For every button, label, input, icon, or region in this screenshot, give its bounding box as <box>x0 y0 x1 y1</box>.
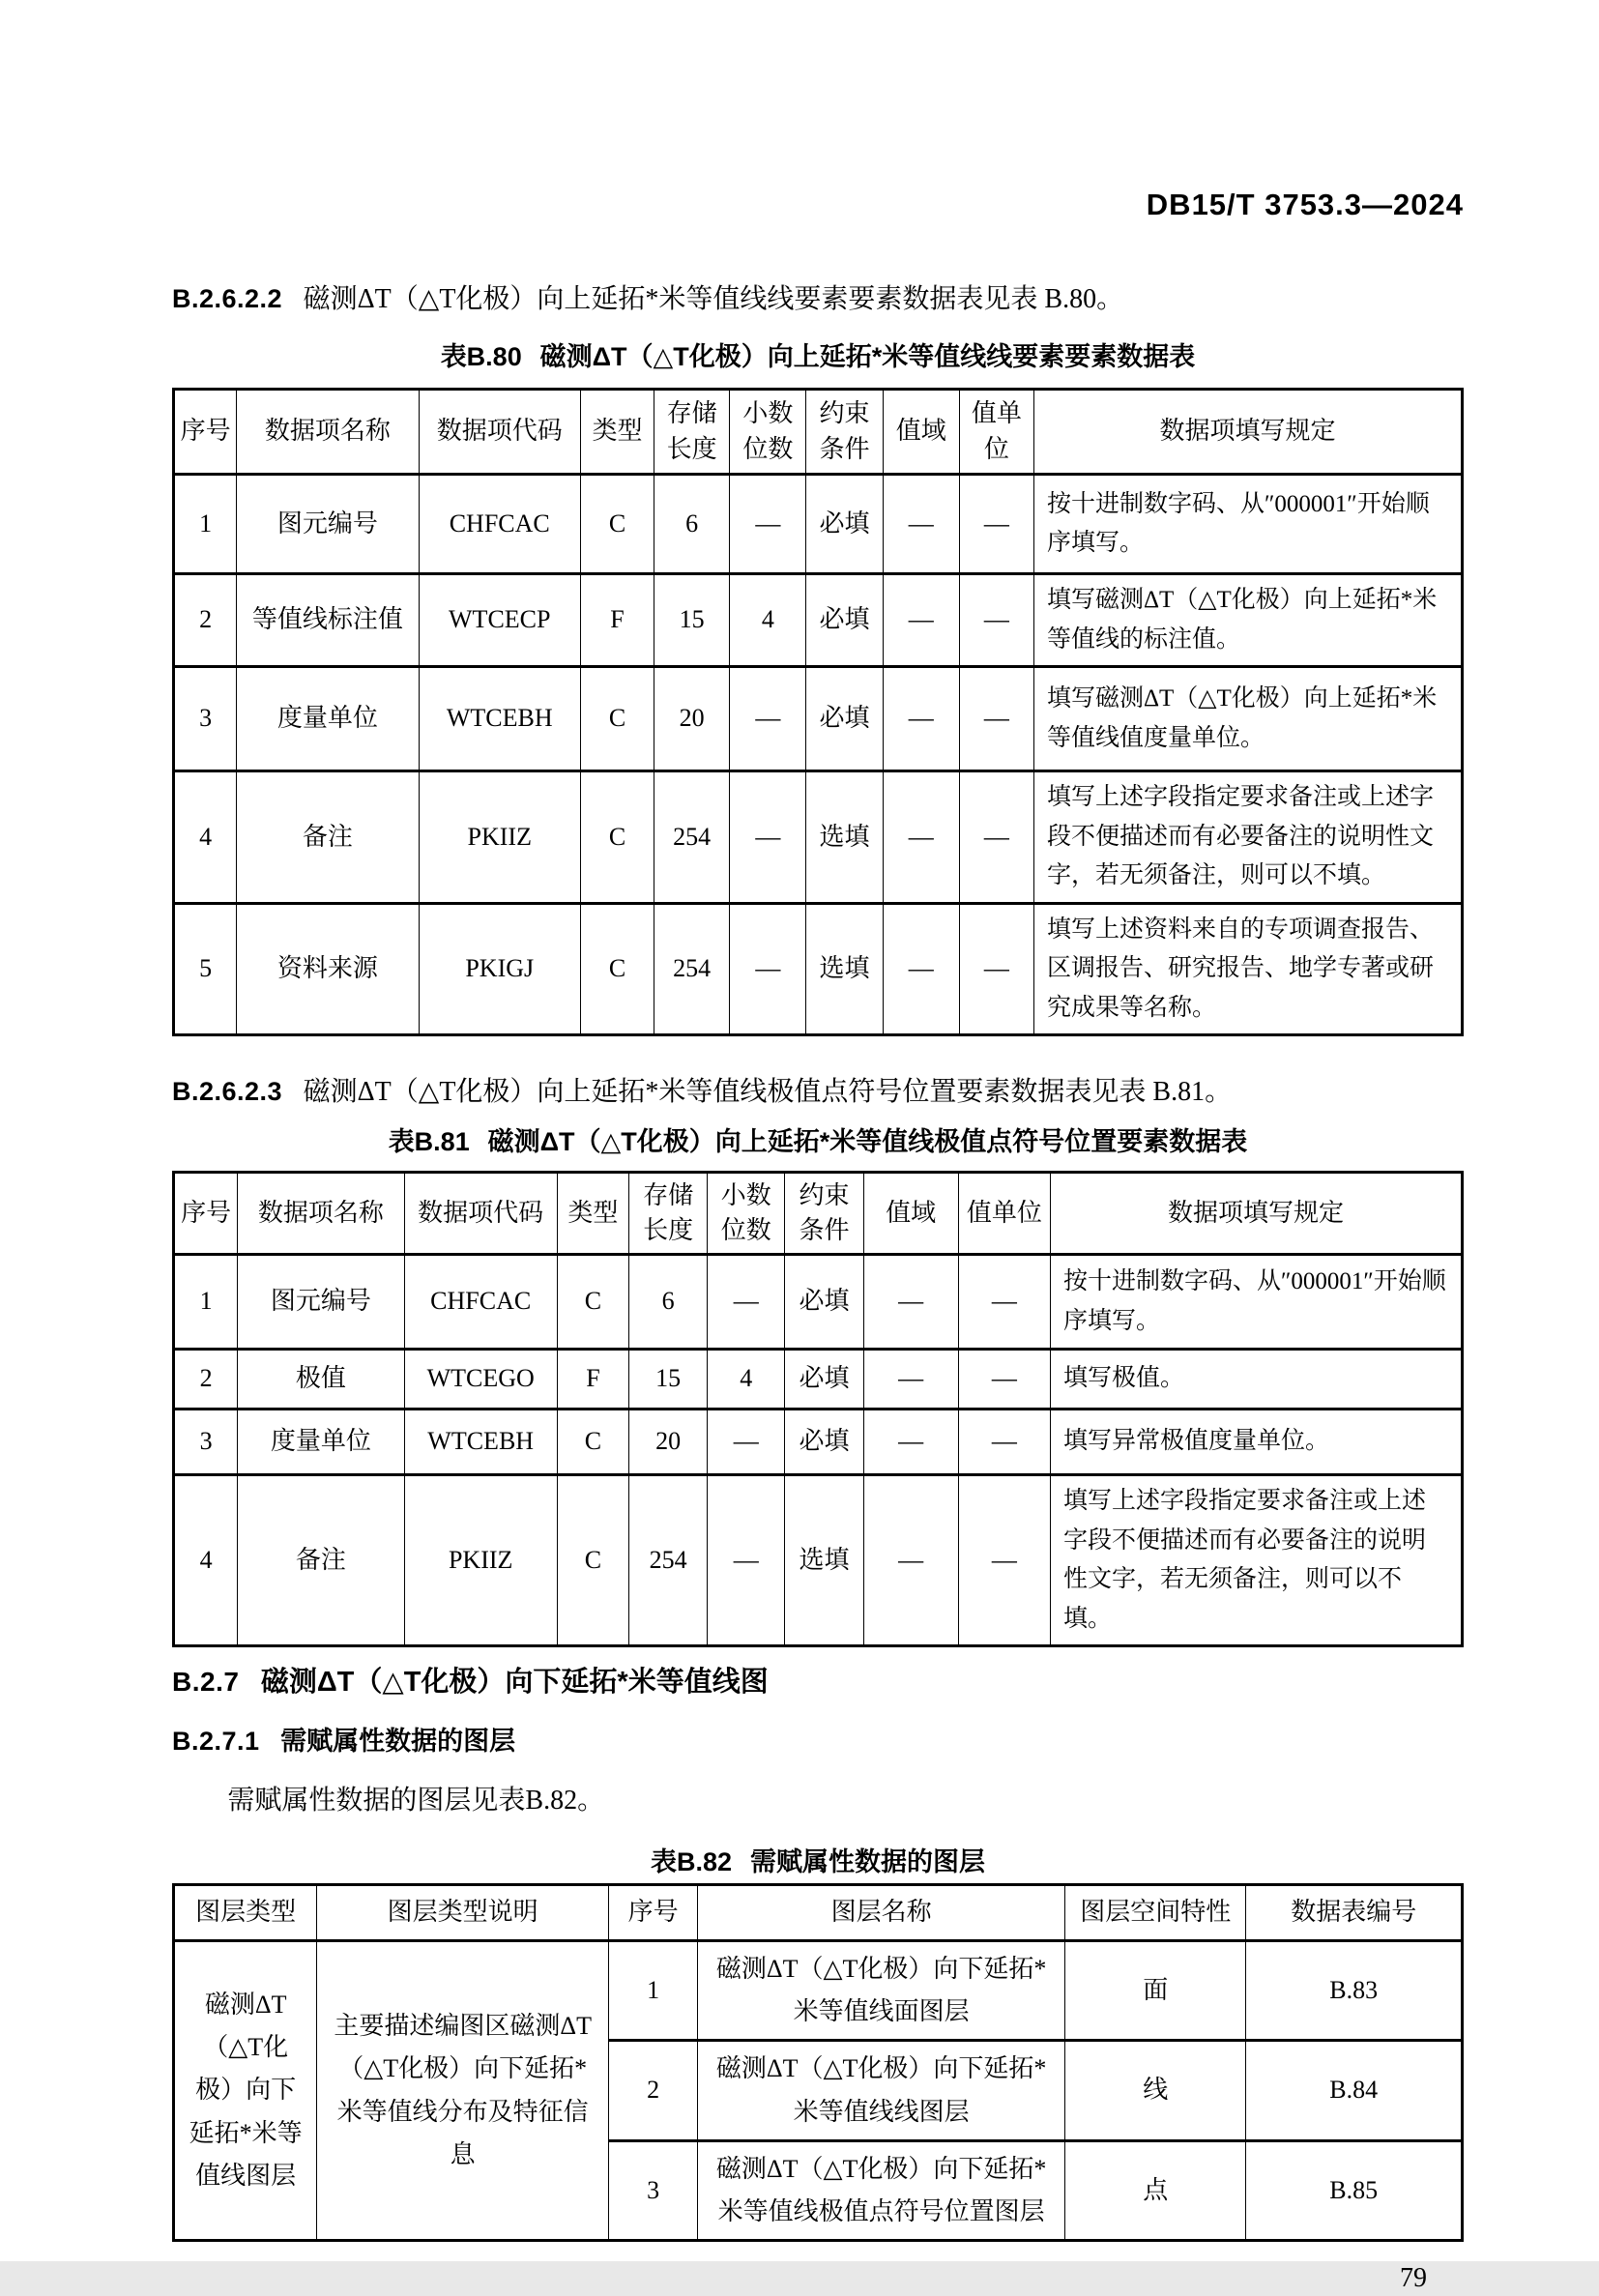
table-cell: 3 <box>174 1410 238 1475</box>
table-caption-label: 表B.80 <box>440 342 522 371</box>
table-cell: — <box>708 1410 785 1475</box>
table-cell: — <box>958 1410 1050 1475</box>
table-cell: — <box>959 771 1033 904</box>
column-header: 图层空间特性 <box>1065 1885 1246 1941</box>
column-header: 数据项填写规定 <box>1050 1173 1462 1255</box>
table-cell: 度量单位 <box>238 1410 404 1475</box>
table-cell: — <box>730 475 806 574</box>
column-header: 值域 <box>863 1173 958 1255</box>
table-cell: 选填 <box>785 1475 863 1646</box>
table-cell: 1 <box>174 1255 238 1350</box>
table-cell: 1 <box>174 475 237 574</box>
table-cell: 254 <box>654 771 730 904</box>
table-cell: PKIGJ <box>419 903 580 1035</box>
table-cell: 1 <box>609 1941 698 2041</box>
table-cell: C <box>580 667 654 771</box>
table-cell: 必填 <box>785 1410 863 1475</box>
column-header: 约束条件 <box>806 390 883 475</box>
table-cell: 必填 <box>806 574 883 667</box>
table-cell: — <box>958 1350 1050 1410</box>
table-cell: — <box>959 667 1033 771</box>
table-cell: 极值 <box>238 1350 404 1410</box>
table-cell-rule: 填写磁测ΔT（△T化极）向上延拓*米等值线值度量单位。 <box>1033 667 1462 771</box>
clause-title: 磁测ΔT（△T化极）向下延拓*米等值线图 <box>260 1667 769 1698</box>
table-cell: 磁测ΔT（△T化极）向下延拓*米等值线线图层 <box>698 2041 1065 2140</box>
table-row <box>174 1475 1463 1646</box>
table-cell: 点 <box>1065 2140 1246 2240</box>
column-header: 数据项代码 <box>404 1173 557 1255</box>
table-cell: — <box>863 1410 958 1475</box>
table-cell: 2 <box>174 574 237 667</box>
table-row <box>174 475 1463 574</box>
table-cell: 5 <box>174 903 237 1035</box>
table-cell: 2 <box>609 2041 698 2140</box>
table-cell-rule: 填写上述字段指定要求备注或上述字段不便描述而有必要备注的说明性文字，若无须备注，则可以不填。 <box>1050 1475 1462 1646</box>
table-cell: 选填 <box>806 903 883 1035</box>
table-cell: 2 <box>174 1350 238 1410</box>
table-cell: B.85 <box>1246 2140 1463 2240</box>
table-b82 <box>172 1883 1464 2242</box>
table-b81-caption <box>172 1124 1464 1159</box>
table-cell: 等值线标注值 <box>237 574 419 667</box>
clause-text: 磁测ΔT（△T化极）向上延拓*米等值线线要素要素数据表见表 B.80。 <box>303 284 1124 314</box>
clause-number: B.2.7.1 <box>172 1727 260 1756</box>
table-cell: 备注 <box>238 1475 404 1646</box>
table-cell: F <box>580 574 654 667</box>
column-header: 存储长度 <box>654 390 730 475</box>
clause-number: B.2.6.2.2 <box>172 284 283 313</box>
table-cell: — <box>863 1255 958 1350</box>
layer-desc-cell: 主要描述编图区磁测ΔT（△T化极）向下延拓*米等值线分布及特征信息 <box>317 1941 609 2241</box>
table-b81 <box>172 1171 1464 1647</box>
table-cell: C <box>557 1475 628 1646</box>
doc-code: DB15/T 3753.3—2024 <box>1146 188 1464 221</box>
table-cell: 3 <box>174 667 237 771</box>
table-header-row <box>174 1885 1463 1941</box>
table-cell: 资料来源 <box>237 903 419 1035</box>
table-cell: — <box>708 1255 785 1350</box>
table-cell: F <box>557 1350 628 1410</box>
clause-number: B.2.6.2.3 <box>172 1077 283 1106</box>
column-header: 图层类型说明 <box>317 1885 609 1941</box>
table-cell: B.84 <box>1246 2041 1463 2140</box>
table-cell: 图元编号 <box>238 1255 404 1350</box>
table-cell: C <box>557 1410 628 1475</box>
table-cell: — <box>730 667 806 771</box>
table-row <box>174 667 1463 771</box>
table-cell: C <box>580 771 654 904</box>
column-header: 类型 <box>580 390 654 475</box>
table-caption-title: 需赋属性数据的图层 <box>749 1847 985 1876</box>
table-cell: C <box>580 475 654 574</box>
table-cell: 6 <box>629 1255 708 1350</box>
table-cell: C <box>557 1255 628 1350</box>
table-caption-title: 磁测ΔT（△T化极）向上延拓*米等值线线要素要素数据表 <box>539 342 1196 371</box>
clause-b271-heading <box>172 1723 1464 1759</box>
table-cell-rule: 按十进制数字码、从″000001″开始顺序填写。 <box>1033 475 1462 574</box>
column-header: 数据项填写规定 <box>1033 390 1462 475</box>
page-number: 79 <box>1400 2263 1427 2294</box>
table-cell: 必填 <box>806 667 883 771</box>
table-b82-caption <box>172 1845 1464 1879</box>
table-cell: 线 <box>1065 2041 1246 2140</box>
table-cell: 20 <box>629 1410 708 1475</box>
table-cell: 必填 <box>785 1350 863 1410</box>
table-row <box>174 771 1463 904</box>
table-row <box>174 574 1463 667</box>
column-header: 值单位 <box>958 1173 1050 1255</box>
table-cell-rule: 填写上述资料来自的专项调查报告、区调报告、研究报告、地学专著或研究成果等名称。 <box>1033 903 1462 1035</box>
layer-type-cell: 磁测ΔT（△T化极）向下延拓*米等值线图层 <box>174 1941 317 2241</box>
column-header: 值域 <box>883 390 959 475</box>
table-cell: 3 <box>609 2140 698 2240</box>
table-cell: 磁测ΔT（△T化极）向下延拓*米等值线极值点符号位置图层 <box>698 2140 1065 2240</box>
table-cell: — <box>863 1350 958 1410</box>
clause-title: 需赋属性数据的图层 <box>280 1727 516 1756</box>
paragraph: 需赋属性数据的图层见表B.82。 <box>227 1786 605 1816</box>
table-cell: — <box>958 1255 1050 1350</box>
table-cell: 4 <box>174 1475 238 1646</box>
table-cell: — <box>959 475 1033 574</box>
table-cell: 6 <box>654 475 730 574</box>
table-header-row <box>174 390 1463 475</box>
table-cell: 4 <box>730 574 806 667</box>
table-cell: 必填 <box>806 475 883 574</box>
table-cell: PKIIZ <box>419 771 580 904</box>
table-caption-label: 表B.81 <box>388 1127 470 1156</box>
table-b80 <box>172 388 1464 1036</box>
table-caption-label: 表B.82 <box>651 1847 733 1876</box>
column-header: 数据项名称 <box>238 1173 404 1255</box>
table-cell: 20 <box>654 667 730 771</box>
table-caption-title: 磁测ΔT（△T化极）向上延拓*米等值线极值点符号位置要素数据表 <box>487 1127 1248 1156</box>
column-header: 数据项代码 <box>419 390 580 475</box>
table-row <box>174 1255 1463 1350</box>
table-cell: — <box>959 574 1033 667</box>
column-header: 序号 <box>174 390 237 475</box>
table-cell: PKIIZ <box>404 1475 557 1646</box>
table-cell: — <box>883 903 959 1035</box>
table-cell: — <box>730 903 806 1035</box>
table-row <box>174 1410 1463 1475</box>
table-cell: 度量单位 <box>237 667 419 771</box>
table-cell: — <box>883 475 959 574</box>
table-cell: 4 <box>708 1350 785 1410</box>
table-cell: CHFCAC <box>404 1255 557 1350</box>
table-cell: 图元编号 <box>237 475 419 574</box>
table-header-row <box>174 1173 1463 1255</box>
table-cell: 4 <box>174 771 237 904</box>
table-cell: — <box>708 1475 785 1646</box>
table-cell: WTCEBH <box>419 667 580 771</box>
table-cell: WTCEGO <box>404 1350 557 1410</box>
table-cell: C <box>580 903 654 1035</box>
clause-number: B.2.7 <box>172 1667 240 1697</box>
table-cell-rule: 填写上述字段指定要求备注或上述字段不便描述而有必要备注的说明性文字，若无须备注，则可以不填。 <box>1033 771 1462 904</box>
clause-b27-heading <box>172 1663 1464 1701</box>
table-cell: 必填 <box>785 1255 863 1350</box>
table-cell-rule: 填写磁测ΔT（△T化极）向上延拓*米等值线的标注值。 <box>1033 574 1462 667</box>
table-row <box>174 903 1463 1035</box>
column-header: 图层类型 <box>174 1885 317 1941</box>
table-cell: — <box>959 903 1033 1035</box>
clause-b2622 <box>172 280 1464 318</box>
column-header: 约束条件 <box>785 1173 863 1255</box>
table-cell-rule: 按十进制数字码、从″000001″开始顺序填写。 <box>1050 1255 1462 1350</box>
table-cell: — <box>958 1475 1050 1646</box>
column-header: 小数位数 <box>708 1173 785 1255</box>
table-b80-caption <box>172 339 1464 374</box>
table-cell-rule: 填写异常极值度量单位。 <box>1050 1410 1462 1475</box>
table-cell: — <box>883 771 959 904</box>
column-header: 图层名称 <box>698 1885 1065 1941</box>
table-row <box>174 1941 1463 2041</box>
table-cell: 254 <box>654 903 730 1035</box>
column-header: 数据表编号 <box>1246 1885 1463 1941</box>
table-cell: WTCECP <box>419 574 580 667</box>
clause-b2623 <box>172 1073 1464 1111</box>
table-cell: WTCEBH <box>404 1410 557 1475</box>
table-cell: 备注 <box>237 771 419 904</box>
column-header: 序号 <box>609 1885 698 1941</box>
table-cell: — <box>883 667 959 771</box>
table-cell-rule: 填写极值。 <box>1050 1350 1462 1410</box>
table-cell: — <box>730 771 806 904</box>
column-header: 存储长度 <box>629 1173 708 1255</box>
table-cell: B.83 <box>1246 1941 1463 2041</box>
column-header: 序号 <box>174 1173 238 1255</box>
column-header: 数据项名称 <box>237 390 419 475</box>
table-cell: 254 <box>629 1475 708 1646</box>
table-cell: 15 <box>629 1350 708 1410</box>
table-cell: 15 <box>654 574 730 667</box>
table-cell: 选填 <box>806 771 883 904</box>
table-cell: CHFCAC <box>419 475 580 574</box>
table-cell: 磁测ΔT（△T化极）向下延拓*米等值线面图层 <box>698 1941 1065 2041</box>
column-header: 小数位数 <box>730 390 806 475</box>
table-cell: — <box>883 574 959 667</box>
clause-text: 磁测ΔT（△T化极）向上延拓*米等值线极值点符号位置要素数据表见表 B.81。 <box>303 1077 1233 1107</box>
table-cell: 面 <box>1065 1941 1246 2041</box>
column-header: 类型 <box>557 1173 628 1255</box>
table-cell: — <box>863 1475 958 1646</box>
column-header: 值单位 <box>959 390 1033 475</box>
table-row <box>174 1350 1463 1410</box>
